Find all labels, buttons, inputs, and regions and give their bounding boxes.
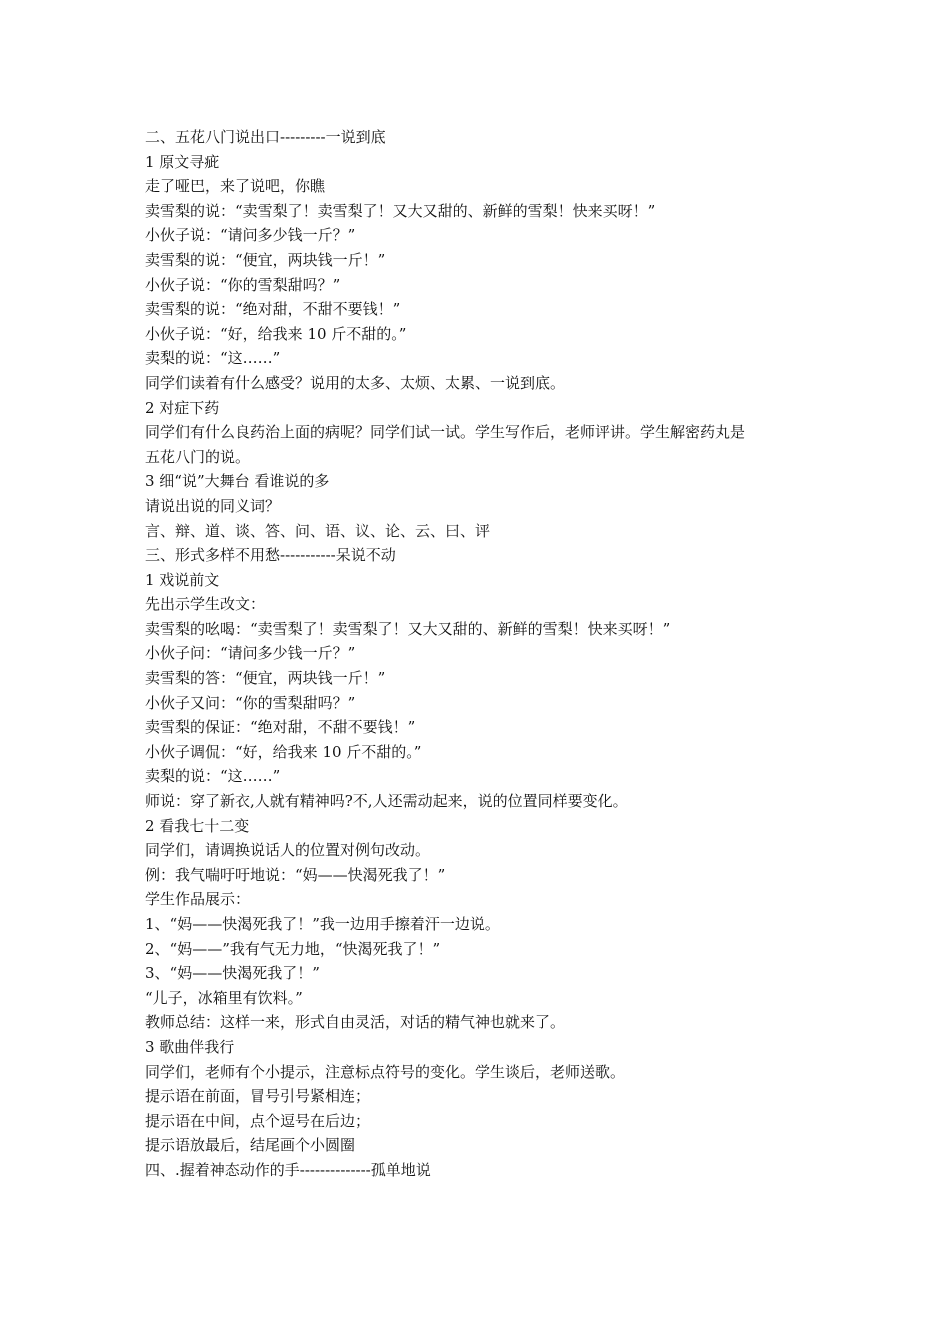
- dialogue-line: 小伙子调侃：“好，给我来 10 斤不甜的。”: [145, 742, 422, 761]
- song-line: 提示语在中间，点个逗号在后边；: [145, 1111, 371, 1130]
- song-line: 提示语放最后，结尾画个小圆圈: [145, 1136, 356, 1155]
- subheading-stage: 3 细“说”大舞台 看谁说的多: [145, 472, 330, 491]
- dialogue-line: 卖梨的说：“这……”: [145, 349, 281, 368]
- section-heading-4: 四、.握着神态动作的手--------------孤单地说: [145, 1160, 431, 1179]
- song-line: 提示语在前面，冒号引号紧相连；: [145, 1087, 371, 1106]
- section-heading-2: 二、五花八门说出口---------一说到底: [145, 128, 386, 146]
- student-work-line: “儿子，冰箱里有饮料。”: [145, 988, 303, 1007]
- text-line: 同学们，请调换说话人的位置对例句改动。: [145, 841, 431, 860]
- subheading-play: 1 戏说前文: [145, 570, 220, 589]
- text-line: 同学们，老师有个小提示，注意标点符号的变化。学生谈后，老师送歌。: [145, 1062, 626, 1081]
- dialogue-line: 卖雪梨的答：“便宜，两块钱一斤！”: [145, 669, 386, 688]
- dialogue-line: 小伙子又问：“你的雪梨甜吗？”: [145, 693, 356, 712]
- dialogue-line: 卖雪梨的说：“便宜，两块钱一斤！”: [145, 250, 386, 269]
- text-line: 师说：穿了新衣,人就有精神吗?不,人还需动起来，说的位置同样要变化。: [145, 792, 628, 811]
- text-line: 请说出说的同义词？: [145, 496, 281, 515]
- dialogue-line: 小伙子问：“请问多少钱一斤？”: [145, 644, 356, 663]
- subheading-song: 3 歌曲伴我行: [145, 1037, 235, 1056]
- subheading-72-changes: 2 看我七十二变: [145, 816, 250, 835]
- section-heading-3: 三、形式多样不用愁-----------呆说不动: [145, 546, 396, 565]
- text-line: 同学们读着有什么感受？说用的太多、太烦、太累、一说到底。: [145, 373, 566, 392]
- dialogue-line: 卖雪梨的吆喝：“卖雪梨了！卖雪梨了！又大又甜的、新鲜的雪梨！快来买呀！”: [145, 619, 671, 638]
- example-line: 例：我气喘吁吁地说：“妈——快渴死我了！”: [145, 865, 446, 884]
- text-line: 学生作品展示：: [145, 890, 251, 909]
- subheading-remedy: 2 对症下药: [145, 398, 220, 417]
- dialogue-line: 小伙子说：“你的雪梨甜吗？”: [145, 275, 341, 294]
- student-work-line: 3、“妈——快渴死我了！”: [145, 964, 320, 983]
- document-body: [145, 125, 825, 1183]
- synonym-list: 言、辩、道、谈、答、问、语、议、论、云、曰、评: [145, 521, 491, 540]
- text-line: 五花八门的说。: [145, 447, 251, 466]
- dialogue-line: 卖雪梨的保证：“绝对甜，不甜不要钱！”: [145, 718, 416, 737]
- text-line: 同学们有什么良药治上面的病呢？同学们试一试。学生写作后，老师评讲。学生解密药丸是: [145, 423, 746, 442]
- dialogue-line: 小伙子说：“好，给我来 10 斤不甜的。”: [145, 324, 407, 343]
- text-line: 先出示学生改文：: [145, 595, 266, 614]
- dialogue-line: 卖梨的说：“这……”: [145, 767, 281, 786]
- dialogue-line: 卖雪梨的说：“卖雪梨了！卖雪梨了！又大又甜的、新鲜的雪梨！快来买呀！”: [145, 201, 656, 220]
- text-line: 走了哑巴，来了说吧，你瞧: [145, 177, 326, 196]
- student-work-line: 2、“妈——”我有气无力地，“快渴死我了！”: [145, 939, 441, 958]
- dialogue-line: 卖雪梨的说：“绝对甜，不甜不要钱！”: [145, 300, 401, 319]
- subheading-find-faults: 1 原文寻疵: [145, 152, 220, 171]
- dialogue-line: 小伙子说：“请问多少钱一斤？”: [145, 226, 356, 245]
- text-line: 教师总结：这样一来，形式自由灵活，对话的精气神也就来了。: [145, 1013, 566, 1032]
- student-work-line: 1、“妈——快渴死我了！”我一边用手擦着汗一边说。: [145, 915, 500, 933]
